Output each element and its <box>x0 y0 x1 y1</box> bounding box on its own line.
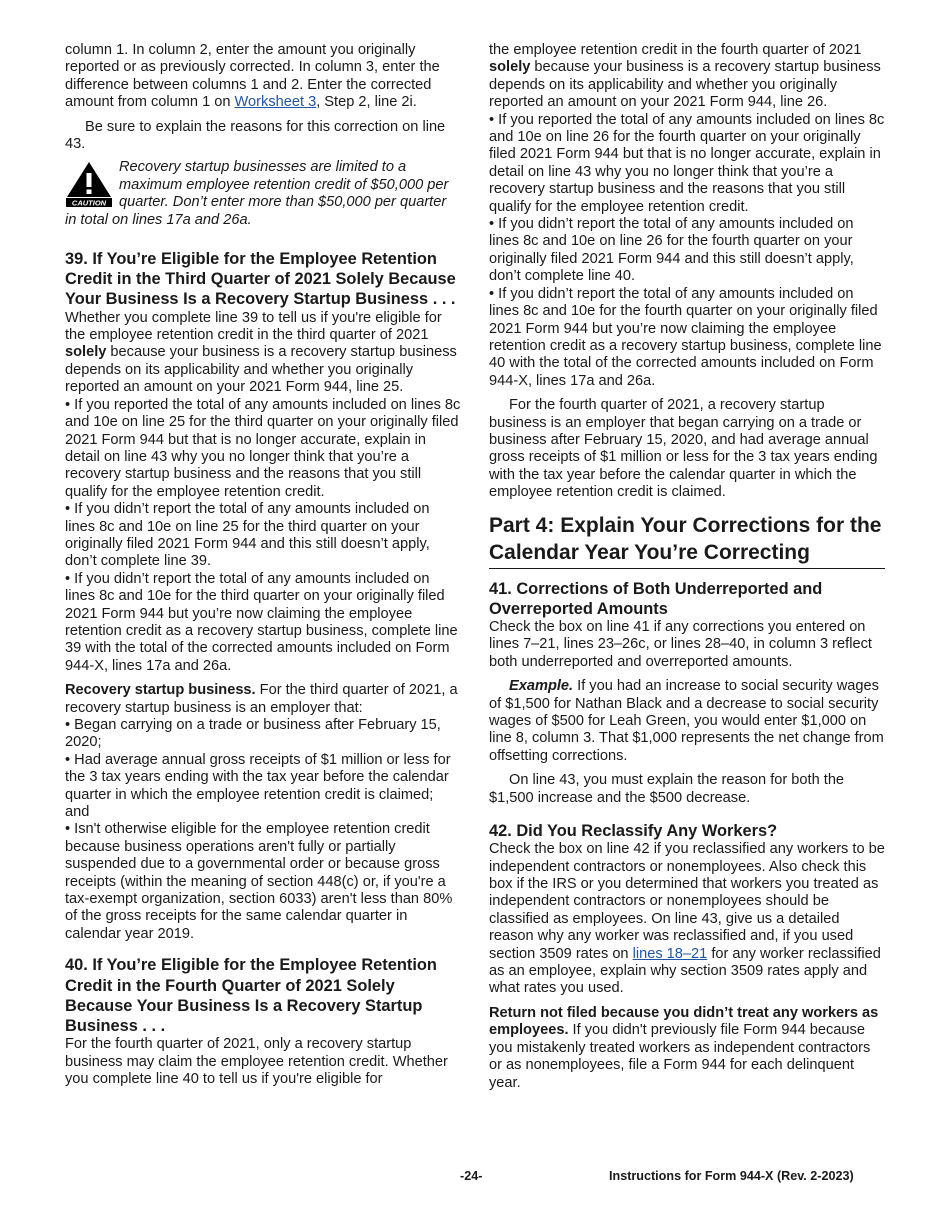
worksheet-3-link[interactable]: Worksheet 3 <box>234 94 317 111</box>
paragraph-line-40: For the fourth quarter of 2021, only a recovery startup business may claim the employee retention credit. Whether you complete line 40 to tell us if you're eligible for <box>65 1036 448 1087</box>
paragraph-return-not-filed: Return not filed because you didn’t treat any workers as employees. If you didn't previously file Form 944 because you mistakenly treated workers as independent contractors or as nonemployees, file a Form 944 for each delinquent year. <box>489 1004 879 1091</box>
paragraph-worksheet: column 1. In column 2, enter the amount you originally reported or as previously corrected. In column 3, enter the difference between columns 1 and 2. Enter the corrected amount from column 1 on Worksheet 3, Step 2, line 2i. <box>65 42 440 111</box>
bullet-rsb-3: • Isn't otherwise eligible for the employee retention credit because business operations aren't fully or partially suspended due to a governmental order or because gross receipts (within the meaning of section 448(c) or, if you're a tax-exempt organization, section 6033) aren't less than 80% of the gross receipts for the same calendar quarter in calendar year 2019. <box>65 821 461 943</box>
heading-line-39: 39. If You’re Eligible for the Employee Retention Credit in the Third Quarter of 2021 Solely Because Your Business Is a Recovery Startup Business . . . <box>65 250 456 309</box>
heading-part-4: Part 4: Explain Your Corrections for the Calendar Year You’re Correcting <box>489 512 885 569</box>
right-column <box>489 42 885 1092</box>
lines-18-21-link[interactable]: lines 18–21 <box>632 945 708 962</box>
paragraph-fourth-quarter: For the fourth quarter of 2021, a recovery startup business is an employer that began carrying on a trade or business after February 15, 2020, and had average annual gross receipts of $1 million or less for the 3 tax years ending with the tax year before the calendar quarter in which the employee retention credit is claimed. <box>489 397 878 501</box>
caution-text: Recovery startup businesses are limited to a maximum employee retention credit of $50,000 per quarter. Don’t enter more than $50,000 per quarter in total on lines 17a and 26a. <box>65 159 449 228</box>
bullet-40-1: • If you reported the total of any amounts included on lines 8c and 10e on line 26 for the fourth quarter on your originally filed 2021 Form 944 but that is no longer accurate, explain in detail on line 43 why you no longer think that you’re a recovery startup business and the reasons that you still qualify for the employee retention credit. <box>489 112 885 216</box>
bullet-rsb-2: • Had average annual gross receipts of $1 million or less for the 3 tax years ending with the tax year before the calendar quarter in which the employee retention credit is claimed; and <box>65 752 461 822</box>
heading-line-41: 41. Corrections of Both Underreported and Overreported Amounts <box>489 579 823 618</box>
paragraph-example: Example. If you had an increase to social security wages of $1,500 for Nathan Black and a decrease to social security wages of $500 for Leah Green, you would enter $1,000 on line 8, column 3. That $1,000 represents the net change from offsetting corrections. <box>489 678 884 764</box>
paragraph-line-41: Check the box on line 41 if any corrections you entered on lines 7–21, lines 23–26c, or lines 28–40, in column 3 reflect both underreported and overreported amounts. <box>489 618 872 670</box>
paragraph-line-40-cont: the employee retention credit in the fourth quarter of 2021 solely because your business is a recovery startup business depends on its applicability and whether you originally reported an amount on your 2021 Form 944, line 26. <box>489 42 881 111</box>
left-column <box>65 42 461 1088</box>
caution-label: CAUTION <box>71 198 107 208</box>
paragraph-recovery-startup: Recovery startup business. For the third quarter of 2021, a recovery startup business is an employer that: <box>65 682 458 716</box>
paragraph-explain: Be sure to explain the reasons for this correction on line 43. <box>65 118 446 153</box>
paragraph-line-42: Check the box on line 42 if you reclassified any workers to be independent contractors or nonemployees. Also check this box if the IRS or you determined that workers you treated as independent contractors or nonemployees should be classified as employees. On line 43, give us a detailed reason why any worker was reclassified and, if you used section 3509 rates on lines 18–21 for any worker reclassified as an employee, explain why section 3509 rates apply and what rates you used. <box>489 841 885 997</box>
bullet-rsb-1: • Began carrying on a trade or business after February 15, 2020; <box>65 717 461 752</box>
caution-icon <box>65 161 113 207</box>
bullet-39-1: • If you reported the total of any amounts included on lines 8c and 10e on line 25 for the third quarter on your originally filed 2021 Form 944 but that is no longer accurate, explain in detail on line 43 why you no longer think that you’re a recovery startup business and the reasons that you still qualify for the employee retention credit. <box>65 397 461 501</box>
page-number: -24- <box>460 1169 483 1183</box>
paragraph-line-43-explain: On line 43, you must explain the reason for both the $1,500 increase and the $500 decrease. <box>489 772 845 806</box>
caution-note <box>65 159 461 229</box>
paragraph-line-39: Whether you complete line 39 to tell us if you're eligible for the employee retention credit in the third quarter of 2021 solely because your business is a recovery startup business depends on its applicability and whether you originally reported an amount on your 2021 Form 944, line 25. <box>65 309 457 396</box>
bullet-39-3: • If you didn’t report the total of any amounts included on lines 8c and 10e for the third quarter on your originally filed 2021 Form 944 but you’re now claiming the employee retention credit as a recovery startup business, complete line 39 with the total of the corrected amounts included on Form 944-X, lines 17a and 26a. <box>65 571 461 675</box>
heading-line-40: 40. If You’re Eligible for the Employee Retention Credit in the Fourth Quarter of 2021 Solely Because Your Business Is a Recovery Startup Business . . . <box>65 956 437 1035</box>
bullet-39-2: • If you didn’t report the total of any amounts included on lines 8c and 10e on line 25 for the third quarter on your originally filed 2021 Form 944 and this still doesn’t apply, don’t complete line 39. <box>65 501 461 571</box>
bullet-40-3: • If you didn’t report the total of any amounts included on lines 8c and 10e for the fourth quarter on your originally filed 2021 Form 944 but you’re now claiming the employee retention credit as a recovery startup business, complete line 40 with the total of the corrected amounts included on Form 944-X, lines 17a and 26a. <box>489 286 885 390</box>
form-reference: Instructions for Form 944-X (Rev. 2-2023) <box>609 1169 854 1183</box>
bullet-40-2: • If you didn’t report the total of any amounts included on lines 8c and 10e on line 26 for the fourth quarter on your originally filed 2021 Form 944 and this still doesn’t apply, don’t complete line 40. <box>489 216 885 286</box>
heading-line-42: 42. Did You Reclassify Any Workers? <box>489 822 778 841</box>
